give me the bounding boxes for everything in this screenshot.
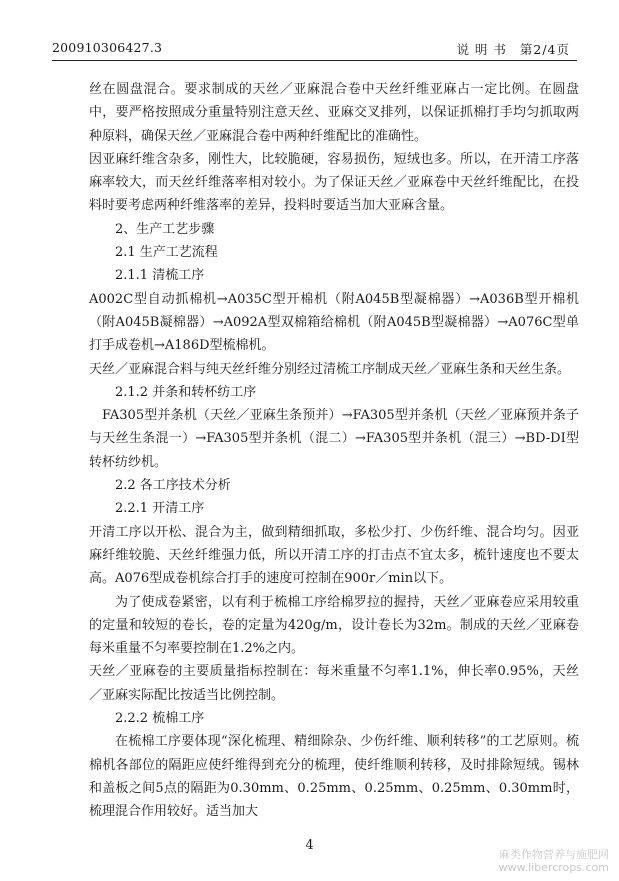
section-heading: 2、生产工艺步骤: [115, 221, 215, 237]
watermark-line-1: 麻类作物营养与施肥网: [499, 848, 609, 861]
section-heading: 2.1.2 并条和转杯纺工序: [115, 384, 257, 400]
watermark: [499, 848, 609, 874]
page-indicator: 第2/4页: [519, 42, 570, 57]
body-text: [89, 78, 579, 824]
paragraph: 丝在圆盘混合。要求制成的天丝／亚麻混合卷中天丝纤维亚麻占一定比例。在圆盘中，要严格按照成分重量特别注意天丝、亚麻交叉排列，以保证抓棉打手均匀抓取两种原料，确保天丝／亚麻混合卷中两种纤维配比的准确性。: [89, 82, 579, 144]
watermark-line-2: www.libercrops.com: [498, 861, 609, 874]
paragraph: 天丝／亚麻卷的主要质量指标控制在：每米重量不匀率1.1%，伸长率0.95%，天丝／亚麻实际配比按适当比例控制。: [89, 664, 579, 703]
paragraph: 为了使成卷紧密，以有利于梳棉工序给棉罗拉的握持，天丝／亚麻卷应采用较重的定量和较短的卷长，卷的定量为420g/m，设计卷长为32m。制成的天丝／亚麻卷每米重量不匀率要控制在1.2%之内。: [89, 594, 579, 657]
document-type: 说 明 书: [456, 42, 507, 57]
document-number: 200910306427.3: [52, 40, 163, 55]
paragraph: FA305型并条机（天丝／亚麻生条预并）→FA305型并条机（天丝／亚麻预并条子与天丝生条混一）→FA305型并条机（混二）→FA305型并条机（混三）→BD-DI型转杯纺纱机。: [89, 408, 579, 470]
paragraph: A002C型自动抓棉机→A035C型开棉机（附A045B型凝棉器）→A036B型开棉机（附A045B凝棉器）→A092A型双棉箱给棉机（附A045B型凝棉器）→A076C型单打手成卷机→A186D型梳棉机。: [89, 291, 579, 354]
paragraph: 天丝／亚麻混合料与纯天丝纤维分别经过清梳工序制成天丝／亚麻生条和天丝生条。: [89, 361, 571, 377]
page-header: [52, 36, 574, 60]
section-heading: 2.1 生产工艺流程: [115, 245, 218, 261]
paragraph: 在梳棉工序要体现“深化梳理、精细除杂、少伤纤维、顺利转移”的工艺原则。梳棉机各部位的隔距应使纤维得到充分的梳理，使纤维顺利转移，及时排除短绒。锡林和盖板之间5点的隔距为0.30mm、0.25mm、0.25mm、0.25mm、0.30mm时，梳理混合作用较好。适当加大: [89, 734, 579, 820]
header-rule: [52, 60, 577, 61]
section-heading: 2.2.2 梳棉工序: [115, 711, 205, 727]
header-right: [448, 40, 570, 58]
section-heading: 2.2.1 开清工序: [115, 501, 205, 517]
paragraph: 开清工序以开松、混合为主，做到精细抓取，多松少打、少伤纤维、混合均匀。因亚麻纤维较脆、天丝纤维强力低，所以开清工序的打击点不宜太多，梳针速度也不要太高。A076型成卷机综合打手的速度可控制在900r／min以下。: [89, 524, 579, 587]
section-heading: 2.1.1 清梳工序: [115, 268, 205, 284]
paragraph: 因亚麻纤维含杂多，刚性大，比较脆硬，容易损伤，短绒也多。所以，在开清工序落麻率较大，而天丝纤维落率相对较小。为了保证天丝／亚麻卷中天丝纤维配比，在投料时要考虑两种纤维落率的差异，投料时要适当加大亚麻含量。: [89, 151, 579, 214]
section-heading: 2.2 各工序技术分析: [115, 478, 231, 494]
page-number: 4: [305, 838, 314, 853]
